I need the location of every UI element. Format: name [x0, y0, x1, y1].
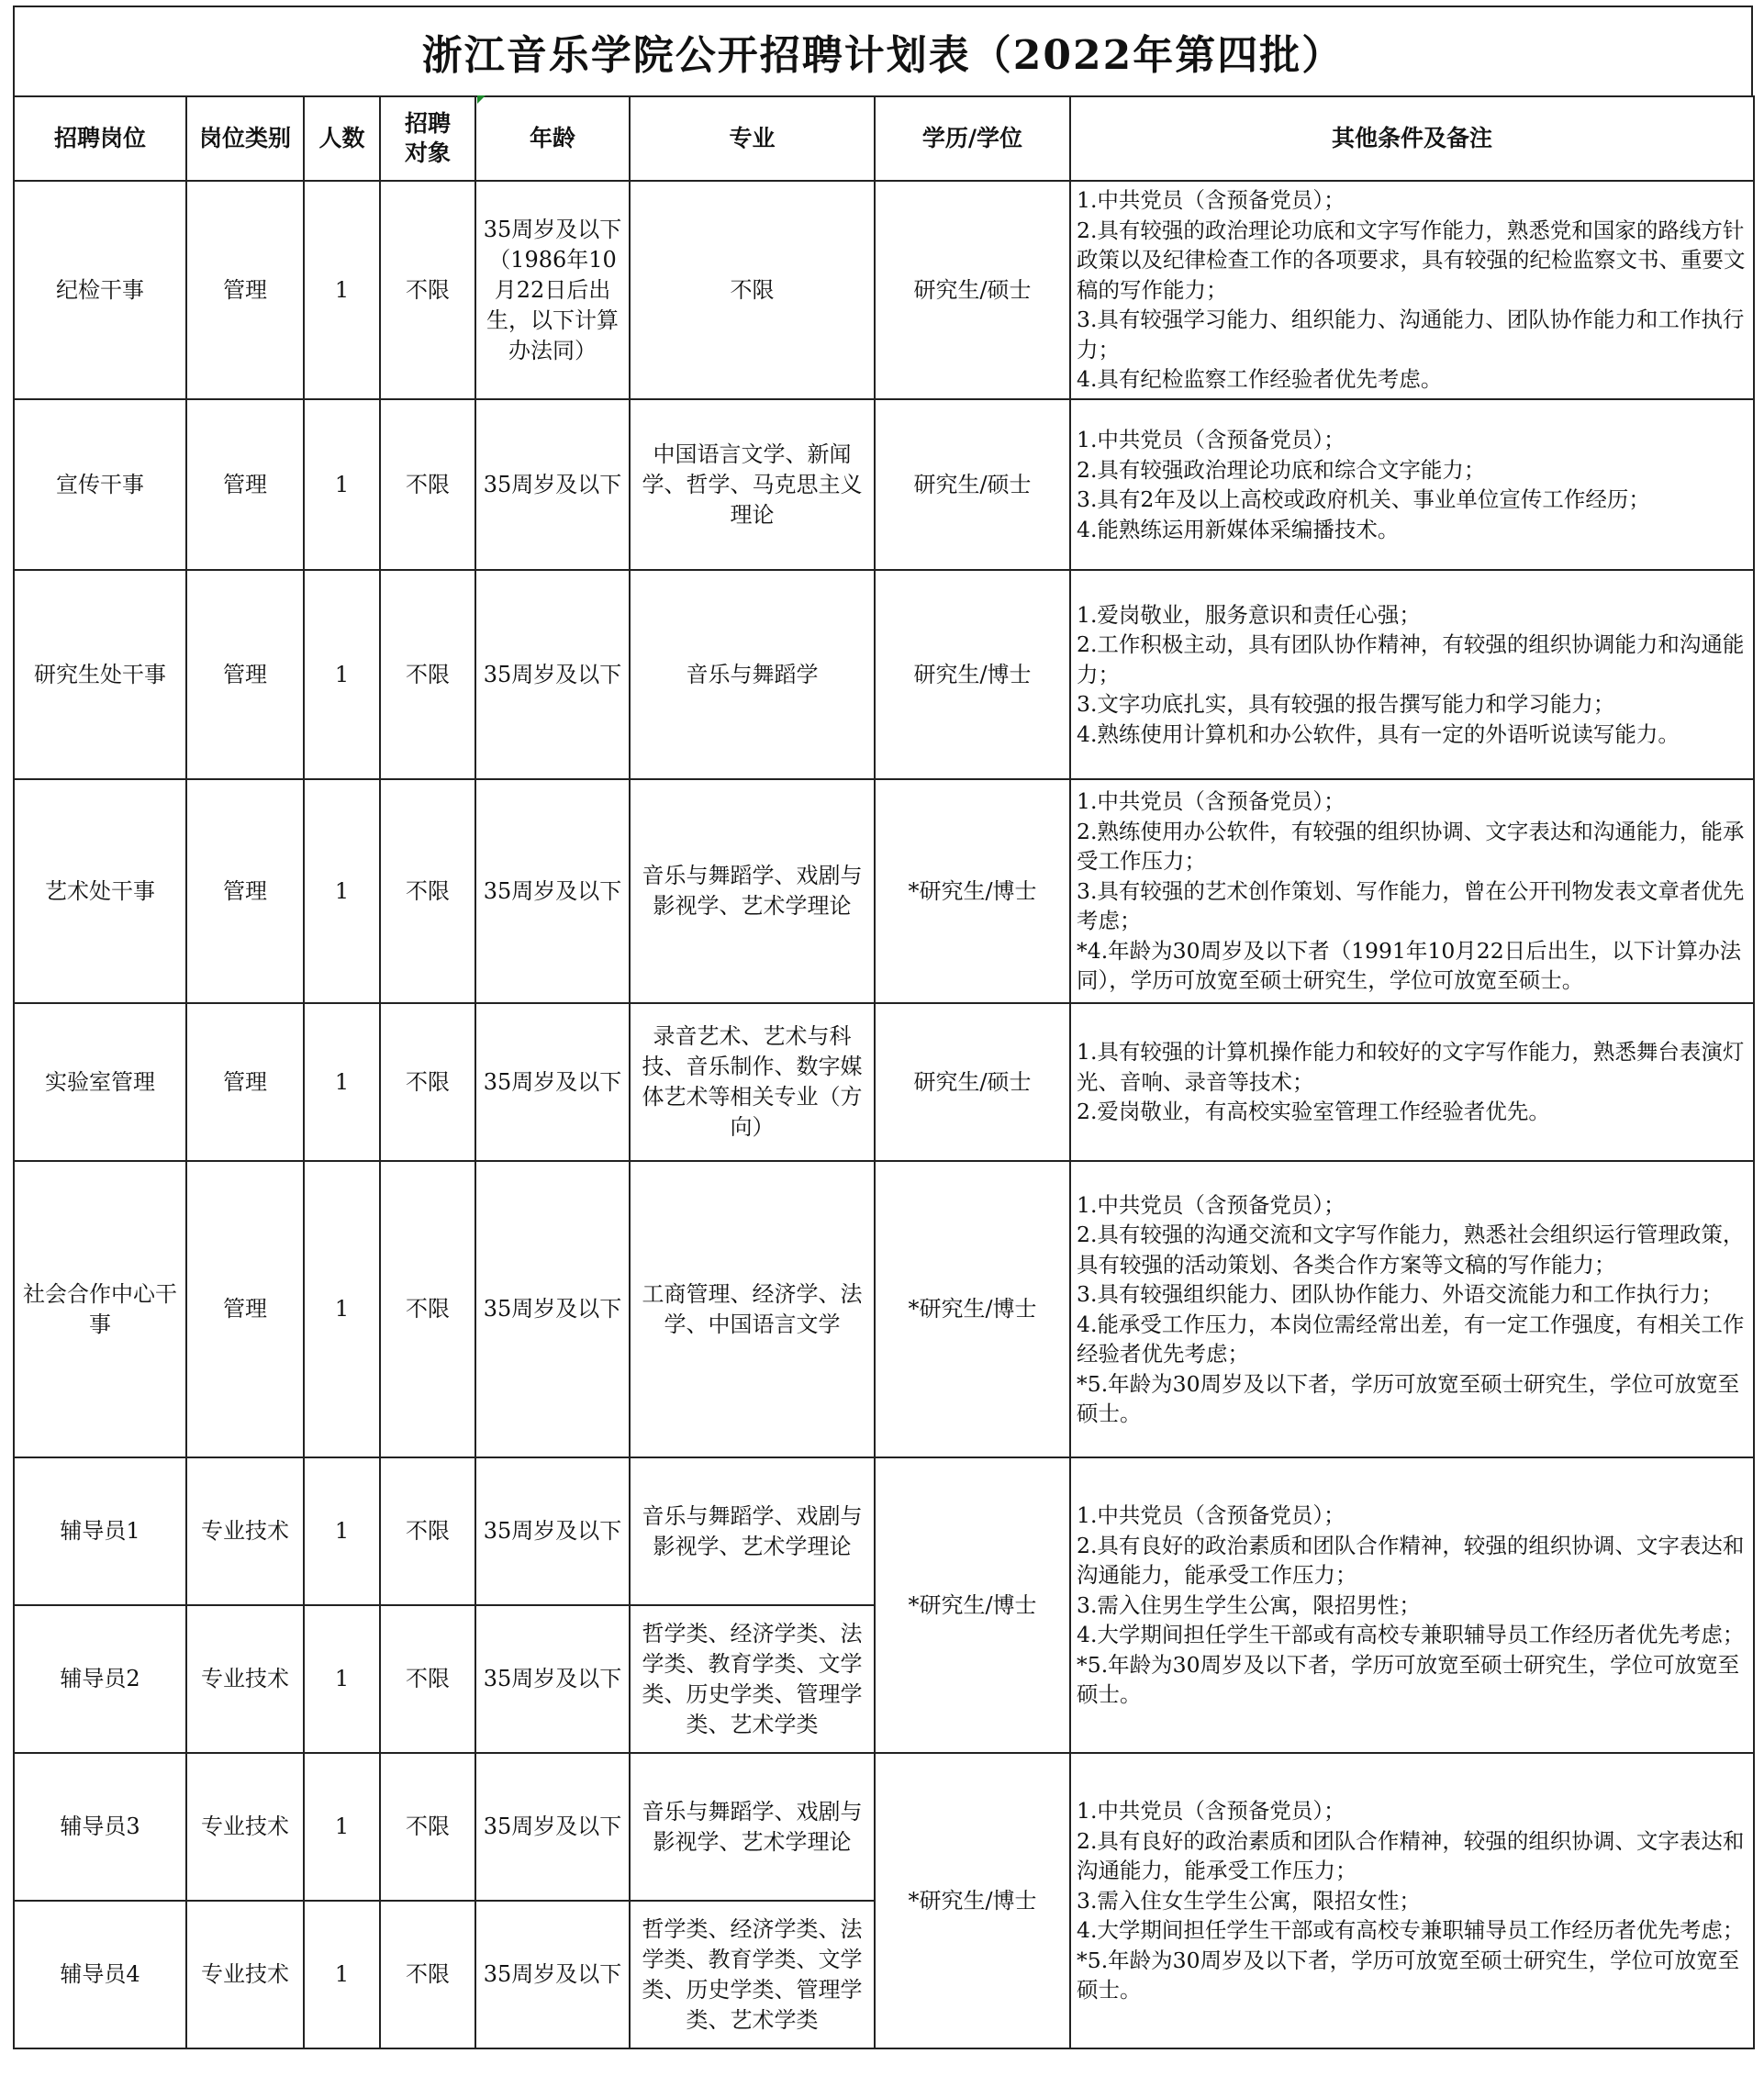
header-position: 招聘岗位 — [14, 96, 186, 181]
target-cell: 不限 — [380, 1003, 475, 1161]
notes-cell — [1070, 570, 1754, 779]
category-cell: 专业技术 — [186, 1753, 304, 1901]
table-row — [14, 570, 1754, 779]
major-cell: 音乐与舞蹈学、戏剧与影视学、艺术学理论 — [630, 1753, 875, 1901]
position-cell: 辅导员3 — [14, 1753, 186, 1901]
age-cell: 35周岁及以下 — [475, 1003, 630, 1161]
header-age: 年龄 — [475, 96, 630, 181]
note-line: 4.大学期间担任学生干部或有高校专兼职辅导员工作经历者优先考虑； — [1077, 1917, 1745, 1944]
major-cell: 哲学类、经济学类、法学类、教育学类、文学类、历史学类、管理学类、艺术学类 — [630, 1605, 875, 1753]
age-cell: 35周岁及以下 — [475, 779, 630, 1003]
header-major: 专业 — [630, 96, 875, 181]
category-cell: 专业技术 — [186, 1901, 304, 2048]
note-line: 3.需入住女生学生公寓，限招女性； — [1077, 1887, 1421, 1914]
position-cell: 辅导员2 — [14, 1605, 186, 1753]
table-row — [14, 1003, 1754, 1161]
target-cell: 不限 — [380, 181, 475, 399]
table-row — [14, 1753, 1754, 1901]
target-cell: 不限 — [380, 570, 475, 779]
note-line: *5.年龄为30周岁及以下者，学历可放宽至硕士研究生，学位可放宽至硕士。 — [1077, 1370, 1740, 1426]
note-line: *5.年龄为30周岁及以下者，学历可放宽至硕士研究生，学位可放宽至硕士。 — [1077, 1651, 1740, 1708]
age-cell: 35周岁及以下 — [475, 1753, 630, 1901]
note-line: 2.工作积极主动，具有团队协作精神，有较强的组织协调能力和沟通能力； — [1077, 631, 1745, 687]
note-line: 4.熟练使用计算机和办公软件，具有一定的外语听说读写能力。 — [1077, 720, 1680, 747]
notes-cell — [1070, 399, 1754, 570]
target-cell: 不限 — [380, 1457, 475, 1605]
header-row — [14, 96, 1754, 181]
target-cell: 不限 — [380, 1753, 475, 1901]
major-cell: 不限 — [630, 181, 875, 399]
note-line: 1.中共党员（含预备党员）； — [1077, 187, 1345, 214]
category-cell: 专业技术 — [186, 1457, 304, 1605]
note-line: 2.具有良好的政治素质和团队合作精神，较强的组织协调、文字表达和沟通能力，能承受工作压力； — [1077, 1827, 1745, 1884]
degree-cell: *研究生/博士 — [875, 1753, 1070, 2048]
note-line: 2.具有良好的政治素质和团队合作精神，较强的组织协调、文字表达和沟通能力，能承受工作压力； — [1077, 1532, 1745, 1589]
count-cell: 1 — [304, 399, 380, 570]
target-cell: 不限 — [380, 399, 475, 570]
note-line: 4.能熟练运用新媒体采编播技术。 — [1077, 516, 1400, 542]
count-cell: 1 — [304, 1605, 380, 1753]
category-cell: 管理 — [186, 1161, 304, 1457]
category-cell: 管理 — [186, 399, 304, 570]
count-cell: 1 — [304, 779, 380, 1003]
note-line: 4.大学期间担任学生干部或有高校专兼职辅导员工作经历者优先考虑； — [1077, 1622, 1745, 1648]
header-count: 人数 — [304, 96, 380, 181]
note-line: 1.中共党员（含预备党员）； — [1077, 788, 1345, 815]
position-cell: 实验室管理 — [14, 1003, 186, 1161]
note-line: 1.中共党员（含预备党员）； — [1077, 1191, 1345, 1218]
note-line: 3.具有较强组织能力、团队协作能力、外语交流能力和工作执行力； — [1077, 1281, 1723, 1307]
age-cell: 35周岁及以下 — [475, 1605, 630, 1753]
note-line: 2.具有较强的沟通交流和文字写作能力，熟悉社会组织运行管理政策，具有较强的活动策划、各类合作方案等文稿的写作能力； — [1077, 1222, 1745, 1278]
major-cell: 录音艺术、艺术与科技、音乐制作、数字媒体艺术等相关专业（方向） — [630, 1003, 875, 1161]
degree-cell: 研究生/硕士 — [875, 181, 1070, 399]
header-target: 招聘对象 — [380, 96, 475, 181]
position-cell: 艺术处干事 — [14, 779, 186, 1003]
major-cell: 音乐与舞蹈学 — [630, 570, 875, 779]
note-line: 2.熟练使用办公软件，有较强的组织协调、文字表达和沟通能力，能承受工作压力； — [1077, 818, 1745, 875]
category-cell: 专业技术 — [186, 1605, 304, 1753]
note-line: 3.文字功底扎实，具有较强的报告撰写能力和学习能力； — [1077, 691, 1615, 718]
major-cell: 哲学类、经济学类、法学类、教育学类、文学类、历史学类、管理学类、艺术学类 — [630, 1901, 875, 2048]
note-line: 3.具有2年及以上高校或政府机关、事业单位宣传工作经历； — [1077, 486, 1650, 512]
position-cell: 宣传干事 — [14, 399, 186, 570]
age-cell: 35周岁及以下（1986年10月22日后出生，以下计算办法同） — [475, 181, 630, 399]
position-cell: 辅导员1 — [14, 1457, 186, 1605]
degree-cell: *研究生/博士 — [875, 1161, 1070, 1457]
count-cell: 1 — [304, 570, 380, 779]
count-cell: 1 — [304, 1457, 380, 1605]
title-cell — [13, 6, 1753, 95]
target-cell: 不限 — [380, 779, 475, 1003]
degree-cell: 研究生/硕士 — [875, 1003, 1070, 1161]
degree-cell: *研究生/博士 — [875, 1457, 1070, 1753]
header-notes: 其他条件及备注 — [1070, 96, 1754, 181]
note-line: 3.具有较强学习能力、组织能力、沟通能力、团队协作能力和工作执行力； — [1077, 307, 1745, 363]
note-line: *5.年龄为30周岁及以下者，学历可放宽至硕士研究生，学位可放宽至硕士。 — [1077, 1947, 1740, 2003]
page-title: 浙江音乐学院公开招聘计划表（2022年第四批） — [421, 32, 1345, 79]
category-cell: 管理 — [186, 181, 304, 399]
degree-cell: *研究生/博士 — [875, 779, 1070, 1003]
degree-cell: 研究生/博士 — [875, 570, 1070, 779]
position-cell: 纪检干事 — [14, 181, 186, 399]
recruitment-sheet — [13, 6, 1753, 2049]
header-category: 岗位类别 — [186, 96, 304, 181]
count-cell: 1 — [304, 1901, 380, 2048]
note-line: 2.爱岗敬业，有高校实验室管理工作经验者优先。 — [1077, 1099, 1550, 1125]
table-body — [14, 181, 1754, 2048]
table-row — [14, 779, 1754, 1003]
target-cell: 不限 — [380, 1901, 475, 2048]
notes-cell — [1070, 181, 1754, 399]
position-cell: 研究生处干事 — [14, 570, 186, 779]
header-degree: 学历/学位 — [875, 96, 1070, 181]
major-cell: 音乐与舞蹈学、戏剧与影视学、艺术学理论 — [630, 1457, 875, 1605]
major-cell: 音乐与舞蹈学、戏剧与影视学、艺术学理论 — [630, 779, 875, 1003]
age-cell: 35周岁及以下 — [475, 1457, 630, 1605]
note-line: 4.能承受工作压力，本岗位需经常出差，有一定工作强度，有相关工作经验者优先考虑； — [1077, 1311, 1745, 1367]
category-cell: 管理 — [186, 570, 304, 779]
recruitment-table — [13, 95, 1755, 2049]
note-line: 4.具有纪检监察工作经验者优先考虑。 — [1077, 366, 1443, 393]
table-row — [14, 181, 1754, 399]
count-cell: 1 — [304, 1161, 380, 1457]
note-line: 1.中共党员（含预备党员）； — [1077, 1502, 1345, 1529]
table-row — [14, 1457, 1754, 1605]
major-cell: 工商管理、经济学、法学、中国语言文学 — [630, 1161, 875, 1457]
age-cell: 35周岁及以下 — [475, 399, 630, 570]
age-cell: 35周岁及以下 — [475, 570, 630, 779]
note-line: 1.爱岗敬业，服务意识和责任心强； — [1077, 601, 1421, 628]
degree-cell: 研究生/硕士 — [875, 399, 1070, 570]
note-line: 1.中共党员（含预备党员）； — [1077, 1798, 1345, 1825]
age-cell: 35周岁及以下 — [475, 1161, 630, 1457]
table-row — [14, 1161, 1754, 1457]
count-cell: 1 — [304, 1753, 380, 1901]
note-line: 2.具有较强的政治理论功底和文字写作能力，熟悉党和国家的路线方针政策以及纪律检查工作的各项要求，具有较强的纪检监察文书、重要文稿的写作能力； — [1077, 217, 1746, 303]
notes-cell — [1070, 779, 1754, 1003]
age-cell: 35周岁及以下 — [475, 1901, 630, 2048]
note-line: 1.中共党员（含预备党员）； — [1077, 427, 1345, 452]
note-line: 3.需入住男生学生公寓，限招男性； — [1077, 1591, 1421, 1618]
position-cell: 社会合作中心干事 — [14, 1161, 186, 1457]
target-cell: 不限 — [380, 1605, 475, 1753]
notes-cell — [1070, 1003, 1754, 1161]
note-line: 1.具有较强的计算机操作能力和较好的文字写作能力，熟悉舞台表演灯光、音响、录音等技术； — [1077, 1039, 1745, 1095]
major-cell: 中国语言文学、新闻学、哲学、马克思主义理论 — [630, 399, 875, 570]
notes-cell — [1070, 1161, 1754, 1457]
count-cell: 1 — [304, 181, 380, 399]
note-line: 3.具有较强的艺术创作策划、写作能力，曾在公开刊物发表文章者优先考虑； — [1077, 877, 1745, 934]
notes-cell — [1070, 1753, 1754, 2048]
position-cell: 辅导员4 — [14, 1901, 186, 2048]
count-cell: 1 — [304, 1003, 380, 1161]
category-cell: 管理 — [186, 1003, 304, 1161]
notes-cell — [1070, 1457, 1754, 1753]
note-line: 2.具有较强政治理论功底和综合文字能力； — [1077, 456, 1486, 483]
category-cell: 管理 — [186, 779, 304, 1003]
target-cell: 不限 — [380, 1161, 475, 1457]
table-row — [14, 399, 1754, 570]
note-line: *4.年龄为30周岁及以下者（1991年10月22日后出生，以下计算办法同），学历可放宽至硕士研究生，学位可放宽至硕士。 — [1077, 937, 1742, 994]
comment-marker — [477, 95, 486, 104]
